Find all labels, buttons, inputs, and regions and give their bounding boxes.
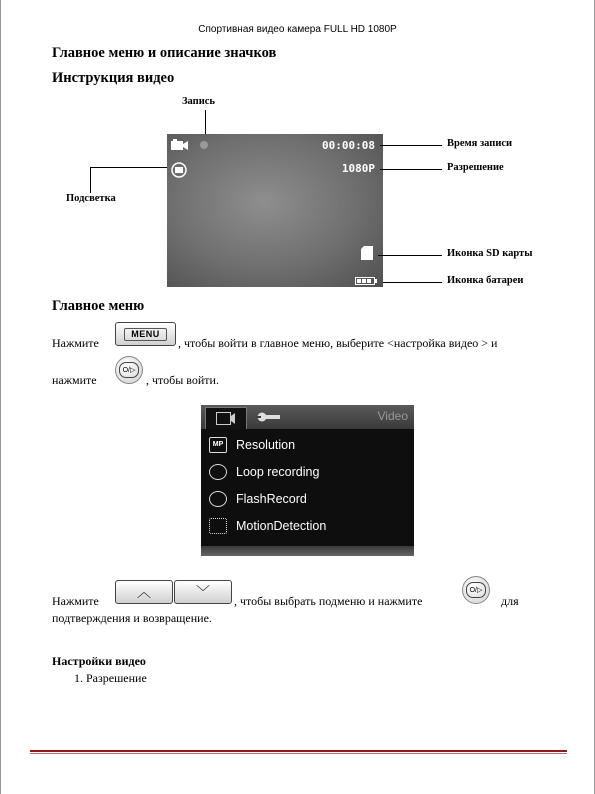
up-arrow-icon: ︿	[137, 585, 151, 601]
page-border-left	[0, 0, 1, 794]
record-dot-icon	[200, 141, 208, 149]
menu-tab-label: Video	[377, 409, 408, 423]
menu-item-label: FlashRecord	[236, 492, 307, 506]
power-ok-button-label-2: O/▷	[466, 582, 486, 598]
power-ok-button-image	[115, 356, 143, 384]
para1-after-menu: , чтобы войти в главное меню, выберите <настройка видео > и	[178, 336, 498, 350]
wrench-icon	[257, 411, 281, 423]
sd-card-icon	[361, 246, 373, 260]
para1-press: Нажмите	[52, 336, 99, 350]
menu-item-label: MotionDetection	[236, 519, 327, 533]
leader-backlight-h	[90, 167, 167, 168]
menu-button-label: MENU	[124, 328, 167, 341]
down-button-image	[174, 580, 232, 604]
record-time: 00:00:08	[322, 139, 375, 152]
menu-item-resolution	[209, 434, 295, 456]
page-header: Спортивная видео камера FULL HD 1080P	[198, 24, 397, 35]
label-record: Запись	[182, 96, 215, 107]
leader-battery-icon	[383, 282, 442, 283]
label-record-time: Время записи	[447, 138, 513, 149]
list-item-resolution: 1. Разрешение	[74, 671, 147, 685]
menu-bottombar	[201, 546, 414, 556]
leader-sd-icon	[378, 255, 442, 256]
camera-mode-icon	[171, 139, 189, 151]
menu-item-label: Loop recording	[236, 465, 320, 479]
para2-tail: для	[501, 594, 519, 608]
loop-icon	[209, 464, 227, 480]
mp-icon: MP	[209, 437, 227, 453]
heading-video-settings: Настройки видео	[52, 654, 146, 668]
power-ok-button-label: O/▷	[119, 362, 139, 378]
menu-item-motion-detection	[209, 515, 326, 537]
heading-video-instruction: Инструкция видео	[52, 70, 175, 86]
para2-after-arrows: , чтобы выбрать подменю и нажмите	[234, 594, 423, 608]
label-sd-icon: Иконка SD карты	[447, 248, 533, 259]
label-resolution: Разрешение	[447, 162, 504, 173]
para1-after-power: , чтобы войти.	[146, 373, 219, 387]
power-ok-button-image-2	[462, 576, 490, 604]
leader-resolution	[380, 169, 442, 170]
flash-icon	[209, 491, 227, 507]
video-camera-icon	[216, 412, 236, 425]
label-battery-icon: Иконка батареи	[447, 275, 524, 286]
leader-record-time	[380, 145, 442, 146]
menu-item-flash-record	[209, 488, 307, 510]
menu-item-loop-recording	[209, 461, 319, 483]
label-backlight: Подсветка	[66, 193, 116, 204]
resolution-value: 1080P	[341, 162, 375, 175]
footer-rule-secondary	[30, 753, 567, 754]
up-button-image	[115, 580, 173, 604]
motion-icon	[209, 518, 227, 534]
menu-item-label: Resolution	[236, 438, 296, 452]
leader-backlight-v	[90, 167, 91, 193]
camera-screen	[167, 134, 383, 287]
video-menu-screen	[201, 405, 414, 556]
heading-main-icons: Главное меню и описание значков	[52, 45, 277, 61]
para1-line2-press: нажмите	[52, 373, 97, 387]
menu-button-image	[115, 322, 176, 346]
down-arrow-icon: ﹀	[196, 585, 210, 601]
para2-line2: подтверждения и возвращение.	[52, 611, 212, 625]
backlight-icon	[171, 162, 187, 178]
footer-rule	[30, 750, 567, 752]
para2-press: Нажмите	[52, 594, 99, 608]
heading-main-menu: Главное меню	[52, 298, 145, 314]
tab-video	[205, 407, 247, 429]
battery-icon	[355, 277, 377, 285]
